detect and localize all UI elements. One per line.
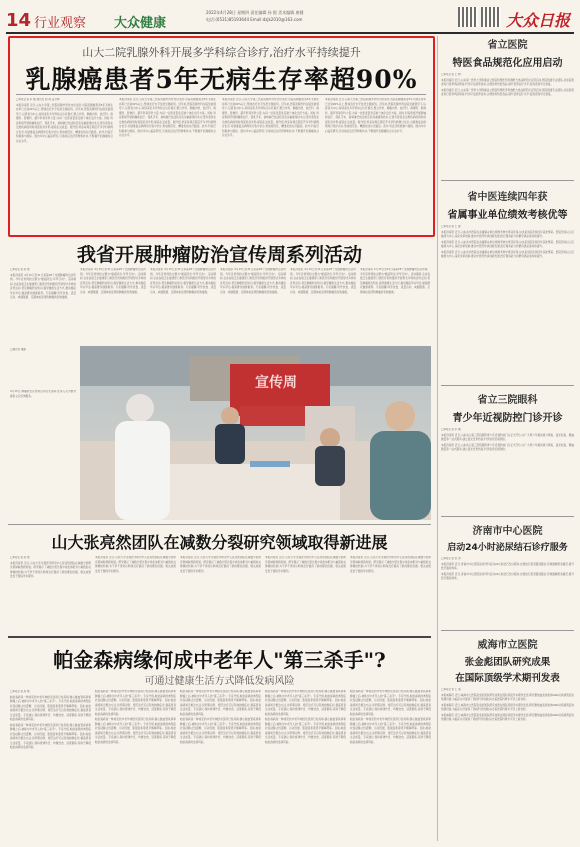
top-story-headline: 乳腺癌患者5年无病生存率超90%	[25, 65, 418, 94]
body-text: 帕金森病是一种常见的中老年神经系统退行性疾病,继心脑血管疾病和肿瘤之后,被称为中老年人的"第三杀手"。专家介绍,帕金森病的典型症状包括静止性震颤、运动迟缓、肌强直和姿势平衡障碍等。目前,帕金森病尚无根治方法,但早期诊断、规范治疗可以有效控制症状,提高患者生活质量。专家建议,保持规律作息、均衡饮食、适度锻炼,有助于降低帕金森病的发病风险。	[95, 718, 176, 744]
side-body	[441, 688, 574, 838]
body-text: 本报济南讯 近日,山东省中医院在省属事业单位绩效考核中再获优等,这也是该院连续四年获此殊荣。医院坚持以人民健康为中心,深化改革创新,推动中医药传承创新发展,医疗服务能力和群众满意度持续提升。	[441, 230, 574, 238]
article4-col-3	[180, 690, 261, 840]
page-header	[6, 4, 574, 34]
photo-credit: □通讯员 摄影	[10, 348, 27, 351]
side-subtitle: 省属事业单位绩效考核优等	[447, 210, 568, 221]
body-text: 本报济南讯 近日,山东大学第二医院乳腺外科传出好消息:该院乳腺癌患者5年无病生存率已达到90%以上,整体治疗水平位居全国前列。近年来,医院乳腺外科在院党委领导下,以患者为中心,持续深化多学科综合诊疗模式,整合外科、肿瘤内科、放疗科、病理科、影像科、超声科等学科力量,为每一位患者量身定制个体化治疗方案。同时,科室积极开展新辅助治疗、保乳手术、前哨淋巴结活检及乳房重建等技术,让更多患者在治愈疾病的同时保留乳房外形,提高生活质量。据介绍,科室每周定期召开多学科病例讨论会,对疑难复杂病例进行集中会诊,形成规范化、精准化的诊疗路径。此外,科室还积极参与国际、国内多中心临床研究,引进前沿治疗药物和技术,不断提升乳腺癌综合诊治水平。	[16, 103, 113, 143]
side-subtitle: 特医食品规范化应用启动	[452, 58, 563, 69]
side-body	[441, 73, 574, 169]
byline: □本报记者 李 健 通讯员 赵 萌 孟令辉	[16, 98, 60, 101]
divider	[16, 94, 426, 95]
article2-col-1	[10, 268, 76, 342]
photo-caption: 4月15日,肿瘤防治宣传周启动仪式现场,医务人员为群众提供义诊咨询服务。	[10, 390, 76, 398]
qr-code-icon	[458, 7, 478, 27]
body-text: 本报济南讯 近日,山东省立第三医院眼科青少年近视防控门诊正式开诊,为广大青少年提供视力筛查、屈光检查、眼轴测量等一站式服务,建立屈光发育档案,科学指导近视防控。	[441, 443, 574, 451]
body-text: 帕金森病是一种常见的中老年神经系统退行性疾病,继心脑血管疾病和肿瘤之后,被称为中老年人的"第三杀手"。专家介绍,帕金森病的典型症状包括静止性震颤、运动迟缓、肌强直和姿势平衡障碍等。目前,帕金森病尚无根治方法,但早期诊断、规范治疗可以有效控制症状,提高患者生活质量。专家建议,保持规律作息、均衡饮食、适度锻炼,有助于降低帕金森病的发病风险。	[350, 718, 431, 744]
body-text: 帕金森病是一种常见的中老年神经系统退行性疾病,继心脑血管疾病和肿瘤之后,被称为中老年人的"第三杀手"。专家介绍,帕金森病的典型症状包括静止性震颤、运动迟缓、肌强直和姿势平衡障碍等。目前,帕金森病尚无根治方法,但早期诊断、规范治疗可以有效控制症状,提高患者生活质量。专家建议,保持规律作息、均衡饮食、适度锻炼,有助于降低帕金森病的发病风险。	[95, 690, 176, 716]
body-text: 本报济南讯 近日,山东省中医院在省属事业单位绩效考核中再获优等,这也是该院连续四年获此殊荣。医院坚持以人民健康为中心,深化改革创新,推动中医药传承创新发展,医疗服务能力和群众满意度持续提升。	[441, 240, 574, 248]
body-text: 本报济南讯 近日,山东第一医科大学附属省立医院特殊医学用途配方食品规范化应用启动,医院组建专业团队,对住院患者进行营养风险筛查,科学评估营养需求,合理选用特医食品,提升营养治疗水平,促进患者早日康复。	[441, 88, 574, 96]
body-text: 本报济南讯 近日,山东大学生殖医学研究中心张亮然团队在减数分裂研究领域取得新进展。研究揭示了减数分裂过程中染色体配对与重组的关键调控机制,为不孕不育的诊断和治疗提供了新的理论依据。相关成果发表于国际学术期刊。	[10, 561, 91, 578]
article2-col-5: 本报济南讯 4月15日至21日是第28个全国肿瘤防治宣传周。今年宣传周的主题为"癌症防治,早早行动"。活动期间,全省各级卫生健康部门和医疗机构组织开展形式多样的宣传活动,普及肿瘤防治知识,倡导健康生活方式,推动癌症早诊早治,提高群众健康素养。专家提醒,科学饮食、适量运动、戒烟限酒、定期体检是预防肿瘤的有效措施。	[290, 268, 356, 294]
article3-col-2: 本报济南讯 近日,山东大学生殖医学研究中心张亮然团队在减数分裂研究领域取得新进展。研究揭示了减数分裂过程中染色体配对与重组的关键调控机制,为不孕不育的诊断和治疗提供了新的理论依据。相关成果发表于国际学术期刊。	[95, 556, 176, 573]
section-title: 行业观察	[34, 16, 87, 31]
body-text: 本报济南讯 近日,济南市中心医院泌尿外科启动24小时结石急诊服务,实现结石患者随到随治,有效缓解患者痛苦,提升医疗服务效率。	[441, 562, 574, 570]
article4-subhead: 可通过健康生活方式降低发病风险	[144, 676, 295, 687]
event-photo	[80, 346, 431, 520]
body-text: 本报济南讯 近日,济南市中心医院泌尿外科启动24小时结石急诊服务,实现结石患者随到随治,有效缓解患者痛苦,提升医疗服务效率。	[441, 572, 574, 580]
article2-col-3: 本报济南讯 4月15日至21日是第28个全国肿瘤防治宣传周。今年宣传周的主题为"癌症防治,早早行动"。活动期间,全省各级卫生健康部门和医疗机构组织开展形式多样的宣传活动,普及肿瘤防治知识,倡导健康生活方式,推动癌症早诊早治,提高群众健康素养。专家提醒,科学饮食、适量运动、戒烟限酒、定期体检是预防肿瘤的有效措施。	[150, 268, 216, 294]
byline: □本报记者 李 娜	[441, 428, 461, 431]
side-subtitle: 张金彪团队研究成果	[464, 657, 551, 668]
top-story-col-1	[16, 98, 113, 230]
divider	[8, 524, 431, 525]
body-text: 本报威海讯 近日,威海市立医院张金彪团队研究成果在国际顶级学术期刊发表,研究聚焦血液线粒体DNA对疾病预后的预测价值,为临床诊疗提供了新的科学依据,标志着医院科研水平迈上新台阶。	[441, 703, 574, 711]
body-text: 本报济南讯 4月15日至21日是第28个全国肿瘤防治宣传周。今年宣传周的主题为"癌症防治,早早行动"。活动期间,全省各级卫生健康部门和医疗机构组织开展形式多样的宣传活动,普及肿瘤防治知识,倡导健康生活方式,推动癌症早诊早治,提高群众健康素养。专家提醒,科学饮食、适量运动、戒烟限酒、定期体检是预防肿瘤的有效措施。	[10, 273, 76, 299]
side-body	[441, 428, 574, 516]
body-text: 本报济南讯 近日,山东省中医院在省属事业单位绩效考核中再获优等,这也是该院连续四年获此殊荣。医院坚持以人民健康为中心,深化改革创新,推动中医药传承创新发展,医疗服务能力和群众满意度持续提升。	[441, 250, 574, 258]
article3-col-5: 本报济南讯 近日,山东大学生殖医学研究中心张亮然团队在减数分裂研究领域取得新进展。研究揭示了减数分裂过程中染色体配对与重组的关键调控机制,为不孕不育的诊断和治疗提供了新的理论依据。相关成果发表于国际学术期刊。	[350, 556, 431, 573]
side-article-4	[441, 522, 574, 633]
top-story-col-3: 本报济南讯 近日,山东大学第二医院乳腺外科传出好消息:该院乳腺癌患者5年无病生存率已达到90%以上,整体治疗水平位居全国前列。近年来,医院乳腺外科在院党委领导下,以患者为中心,持续深化多学科综合诊疗模式,整合外科、肿瘤内科、放疗科、病理科、影像科、超声科等学科力量,为每一位患者量身定制个体化治疗方案。同时,科室积极开展新辅助治疗、保乳手术、前哨淋巴结活检及乳房重建等技术,让更多患者在治愈疾病的同时保留乳房外形,提高生活质量。据介绍,科室每周定期召开多学科病例讨论会,对疑难复杂病例进行集中会诊,形成规范化、精准化的诊疗路径。此外,科室还积极参与国际、国内多中心临床研究,引进前沿治疗药物和技术,不断提升乳腺癌综合诊治水平。	[222, 98, 319, 137]
divider	[441, 630, 574, 631]
article3-headline: 山大张亮然团队在减数分裂研究领域取得新进展	[51, 533, 388, 552]
side-article-1	[441, 36, 574, 169]
side-title: 省立医院	[487, 40, 528, 51]
top-story-kicker: 山大二院乳腺外科开展多学科综合诊疗,治疗水平持续提升	[82, 46, 361, 59]
byline: □本报记者 张 伟	[441, 557, 461, 560]
article4-headline: 帕金森病缘何成中老年人"第三杀手"?	[53, 648, 386, 672]
side-article-2	[441, 188, 574, 385]
side-title: 省中医连续四年获	[467, 192, 548, 203]
top-story-col-4: 本报济南讯 近日,山东大学第二医院乳腺外科传出好消息:该院乳腺癌患者5年无病生存率已达到90%以上,整体治疗水平位居全国前列。近年来,医院乳腺外科在院党委领导下,以患者为中心,持续深化多学科综合诊疗模式,整合外科、肿瘤内科、放疗科、病理科、影像科、超声科等学科力量,为每一位患者量身定制个体化治疗方案。同时,科室积极开展新辅助治疗、保乳手术、前哨淋巴结活检及乳房重建等技术,让更多患者在治愈疾病的同时保留乳房外形,提高生活质量。据介绍,科室每周定期召开多学科病例讨论会,对疑难复杂病例进行集中会诊,形成规范化、精准化的诊疗路径。此外,科室还积极参与国际、国内多中心临床研究,引进前沿治疗药物和技术,不断提升乳腺癌综合诊治水平。	[325, 98, 426, 133]
article4-col-1	[10, 690, 91, 840]
divider	[441, 385, 574, 386]
side-subtitle: 青少年近视防控门诊开诊	[452, 413, 563, 424]
divider	[441, 516, 574, 517]
body-text: 帕金森病是一种常见的中老年神经系统退行性疾病,继心脑血管疾病和肿瘤之后,被称为中老年人的"第三杀手"。专家介绍,帕金森病的典型症状包括静止性震颤、运动迟缓、肌强直和姿势平衡障碍等。目前,帕金森病尚无根治方法,但早期诊断、规范治疗可以有效控制症状,提高患者生活质量。专家建议,保持规律作息、均衡饮食、适度锻炼,有助于降低帕金森病的发病风险。	[265, 718, 346, 744]
article2-col-2: 本报济南讯 4月15日至21日是第28个全国肿瘤防治宣传周。今年宣传周的主题为"癌症防治,早早行动"。活动期间,全省各级卫生健康部门和医疗机构组织开展形式多样的宣传活动,普及肿瘤防治知识,倡导健康生活方式,推动癌症早诊早治,提高群众健康素养。专家提醒,科学饮食、适量运动、戒烟限酒、定期体检是预防肿瘤的有效措施。	[80, 268, 146, 294]
side-body	[441, 225, 574, 385]
article4-col-5	[350, 690, 431, 840]
body-text: 帕金森病是一种常见的中老年神经系统退行性疾病,继心脑血管疾病和肿瘤之后,被称为中老年人的"第三杀手"。专家介绍,帕金森病的典型症状包括静止性震颤、运动迟缓、肌强直和姿势平衡障碍等。目前,帕金森病尚无根治方法,但早期诊断、规范治疗可以有效控制症状,提高患者生活质量。专家建议,保持规律作息、均衡饮食、适度锻炼,有助于降低帕金森病的发病风险。	[265, 690, 346, 716]
top-story	[8, 36, 435, 237]
side-title: 威海市立医院	[477, 640, 538, 651]
body-text: 帕金森病是一种常见的中老年神经系统退行性疾病,继心脑血管疾病和肿瘤之后,被称为中老年人的"第三杀手"。专家介绍,帕金森病的典型症状包括静止性震颤、运动迟缓、肌强直和姿势平衡障碍等。目前,帕金森病尚无根治方法,但早期诊断、规范治疗可以有效控制症状,提高患者生活质量。专家建议,保持规律作息、均衡饮食、适度锻炼,有助于降低帕金森病的发病风险。	[350, 690, 431, 716]
byline: □本报记者 孙 熙	[10, 556, 30, 559]
body-text: 本报威海讯 近日,威海市立医院张金彪团队研究成果在国际顶级学术期刊发表,研究聚焦血液线粒体DNA对疾病预后的预测价值,为临床诊疗提供了新的科学依据,标志着医院科研水平迈上新台阶。	[441, 693, 574, 701]
byline: □本报记者 王 晓	[441, 73, 461, 76]
side-title: 济南市中心医院	[472, 526, 543, 537]
body-text: 帕金森病是一种常见的中老年神经系统退行性疾病,继心脑血管疾病和肿瘤之后,被称为中老年人的"第三杀手"。专家介绍,帕金森病的典型症状包括静止性震颤、运动迟缓、肌强直和姿势平衡障碍等。目前,帕金森病尚无根治方法,但早期诊断、规范治疗可以有效控制症状,提高患者生活质量。专家建议,保持规律作息、均衡饮食、适度锻炼,有助于降低帕金森病的发病风险。	[10, 695, 91, 721]
brand-logo: 大众日报	[505, 11, 570, 30]
body-text: 帕金森病是一种常见的中老年神经系统退行性疾病,继心脑血管疾病和肿瘤之后,被称为中老年人的"第三杀手"。专家介绍,帕金森病的典型症状包括静止性震颤、运动迟缓、肌强直和姿势平衡障碍等。目前,帕金森病尚无根治方法,但早期诊断、规范治疗可以有效控制症状,提高患者生活质量。专家建议,保持规律作息、均衡饮食、适度锻炼,有助于降低帕金森病的发病风险。	[180, 718, 261, 744]
article4-col-4	[265, 690, 346, 840]
byline: □本报记者 孙 熙	[10, 690, 30, 693]
contact-line: 电话:(0531)85193644 Email:dzjk2010@163.com	[206, 17, 303, 22]
byline: □本报记者 王 成	[441, 688, 461, 691]
side-body	[441, 557, 574, 633]
subsection-title: 大众健康	[114, 16, 167, 31]
side-article-3	[441, 391, 574, 516]
banner-text: 宣传周	[255, 375, 297, 391]
article2-col-4: 本报济南讯 4月15日至21日是第28个全国肿瘤防治宣传周。今年宣传周的主题为"癌症防治,早早行动"。活动期间,全省各级卫生健康部门和医疗机构组织开展形式多样的宣传活动,普及肿瘤防治知识,倡导健康生活方式,推动癌症早诊早治,提高群众健康素养。专家提醒,科学饮食、适量运动、戒烟限酒、定期体检是预防肿瘤的有效措施。	[220, 268, 286, 294]
article2-col-6: 本报济南讯 4月15日至21日是第28个全国肿瘤防治宣传周。今年宣传周的主题为"癌症防治,早早行动"。活动期间,全省各级卫生健康部门和医疗机构组织开展形式多样的宣传活动,普及肿瘤防治知识,倡导健康生活方式,推动癌症早诊早治,提高群众健康素养。专家提醒,科学饮食、适量运动、戒烟限酒、定期体检是预防肿瘤的有效措施。	[360, 268, 430, 294]
photo-credit-block	[10, 348, 76, 384]
article3-col-1	[10, 556, 91, 632]
byline: □本报记者 孙 熙	[10, 268, 30, 271]
side-article-5	[441, 636, 574, 838]
date-line: 2022年4月28日 星期四 责任编辑 孙 熙 美术编辑 康健	[206, 10, 304, 15]
side-subtitle: 启动24小时泌尿结石诊疗服务	[447, 543, 568, 553]
column-divider	[437, 36, 438, 841]
qr-code-icon	[481, 7, 501, 27]
divider	[8, 636, 431, 638]
body-text: 本报威海讯 近日,威海市立医院张金彪团队研究成果在国际顶级学术期刊发表,研究聚焦血液线粒体DNA对疾病预后的预测价值,为临床诊疗提供了新的科学依据,标志着医院科研水平迈上新台阶。	[441, 713, 574, 721]
body-text: 帕金森病是一种常见的中老年神经系统退行性疾病,继心脑血管疾病和肿瘤之后,被称为中老年人的"第三杀手"。专家介绍,帕金森病的典型症状包括静止性震颤、运动迟缓、肌强直和姿势平衡障碍等。目前,帕金森病尚无根治方法,但早期诊断、规范治疗可以有效控制症状,提高患者生活质量。专家建议,保持规律作息、均衡饮食、适度锻炼,有助于降低帕金森病的发病风险。	[10, 723, 91, 749]
byline: □本报记者 王 建	[441, 225, 461, 228]
body-text: 本报济南讯 近日,山东省立第三医院眼科青少年近视防控门诊正式开诊,为广大青少年提供视力筛查、屈光检查、眼轴测量等一站式服务,建立屈光发育档案,科学指导近视防控。	[441, 433, 574, 441]
article2-headline: 我省开展肿瘤防治宣传周系列活动	[76, 244, 362, 266]
page-number: 14	[6, 10, 32, 31]
body-text: 本报济南讯 近日,山东第一医科大学附属省立医院特殊医学用途配方食品规范化应用启动,医院组建专业团队,对住院患者进行营养风险筛查,科学评估营养需求,合理选用特医食品,提升营养治疗水平,促进患者早日康复。	[441, 78, 574, 86]
body-text: 帕金森病是一种常见的中老年神经系统退行性疾病,继心脑血管疾病和肿瘤之后,被称为中老年人的"第三杀手"。专家介绍,帕金森病的典型症状包括静止性震颤、运动迟缓、肌强直和姿势平衡障碍等。目前,帕金森病尚无根治方法,但早期诊断、规范治疗可以有效控制症状,提高患者生活质量。专家建议,保持规律作息、均衡饮食、适度锻炼,有助于降低帕金森病的发病风险。	[180, 690, 261, 716]
article3-col-4: 本报济南讯 近日,山东大学生殖医学研究中心张亮然团队在减数分裂研究领域取得新进展。研究揭示了减数分裂过程中染色体配对与重组的关键调控机制,为不孕不育的诊断和治疗提供了新的理论依据。相关成果发表于国际学术期刊。	[265, 556, 346, 573]
divider	[441, 180, 574, 181]
article3-col-3: 本报济南讯 近日,山东大学生殖医学研究中心张亮然团队在减数分裂研究领域取得新进展。研究揭示了减数分裂过程中染色体配对与重组的关键调控机制,为不孕不育的诊断和治疗提供了新的理论依据。相关成果发表于国际学术期刊。	[180, 556, 261, 573]
side-subtitle-2: 在国际顶级学术期刊发表	[455, 673, 560, 684]
top-story-col-2: 本报济南讯 近日,山东大学第二医院乳腺外科传出好消息:该院乳腺癌患者5年无病生存率已达到90%以上,整体治疗水平位居全国前列。近年来,医院乳腺外科在院党委领导下,以患者为中心,持续深化多学科综合诊疗模式,整合外科、肿瘤内科、放疗科、病理科、影像科、超声科等学科力量,为每一位患者量身定制个体化治疗方案。同时,科室积极开展新辅助治疗、保乳手术、前哨淋巴结活检及乳房重建等技术,让更多患者在治愈疾病的同时保留乳房外形,提高生活质量。据介绍,科室每周定期召开多学科病例讨论会,对疑难复杂病例进行集中会诊,形成规范化、精准化的诊疗路径。此外,科室还积极参与国际、国内多中心临床研究,引进前沿治疗药物和技术,不断提升乳腺癌综合诊治水平。	[119, 98, 216, 137]
side-title: 省立三院眼科	[477, 395, 538, 406]
article4-col-2	[95, 690, 176, 840]
